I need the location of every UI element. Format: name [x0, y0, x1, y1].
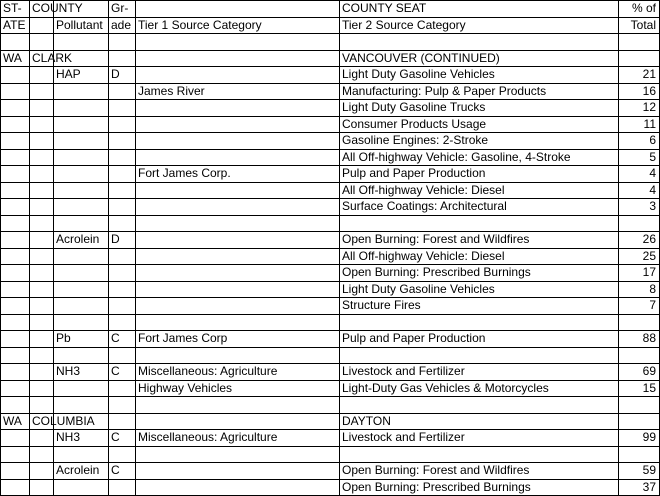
- percent-cell: 8: [619, 281, 660, 298]
- state-cell: [1, 67, 30, 84]
- percent-cell: [619, 215, 660, 232]
- pollutant-cell: [54, 265, 109, 282]
- grade-cell: [109, 248, 136, 265]
- tier2-cell: Open Burning: Forest and Wildfires: [340, 463, 619, 480]
- table-row: [1, 215, 660, 232]
- pollutant-cell: [54, 199, 109, 216]
- grade-cell: [109, 380, 136, 397]
- county-cell: [30, 298, 54, 315]
- tier2-cell: Pulp and Paper Production: [340, 331, 619, 348]
- percent-cell: [619, 314, 660, 331]
- state-cell: [1, 430, 30, 447]
- county-cell: [30, 463, 54, 480]
- grade-cell: [109, 479, 136, 496]
- state-cell: [1, 364, 30, 381]
- percent-cell: 26: [619, 232, 660, 249]
- tier1-cell: [136, 314, 340, 331]
- percent-cell: [619, 50, 660, 67]
- header-row: [1, 1, 660, 18]
- state-cell: [1, 397, 30, 414]
- state-cell: WA: [1, 50, 30, 67]
- tier1-cell: [136, 1, 340, 18]
- tier2-cell: [340, 347, 619, 364]
- county-cell: [30, 430, 54, 447]
- tier1-cell: [136, 347, 340, 364]
- grade-cell: [109, 100, 136, 117]
- table-row: [1, 248, 660, 265]
- state-cell: [1, 446, 30, 463]
- grade-cell: [109, 133, 136, 150]
- percent-cell: 17: [619, 265, 660, 282]
- grade-cell: [109, 215, 136, 232]
- table-row: [1, 34, 660, 51]
- tier2-cell: Livestock and Fertilizer: [340, 430, 619, 447]
- grade-cell: [109, 166, 136, 183]
- tier1-cell: [136, 215, 340, 232]
- tier1-cell: [136, 248, 340, 265]
- county-cell: [30, 116, 54, 133]
- county-cell: [30, 232, 54, 249]
- pollutant-cell: [54, 166, 109, 183]
- tier2-cell: [340, 397, 619, 414]
- tier1-cell: [136, 463, 340, 480]
- tier2-cell: Structure Fires: [340, 298, 619, 315]
- table-row: [1, 232, 660, 249]
- tier1-cell: [136, 479, 340, 496]
- county-cell: [30, 347, 54, 364]
- state-cell: [1, 116, 30, 133]
- table-row: [1, 364, 660, 381]
- percent-cell: [619, 34, 660, 51]
- percent-cell: 3: [619, 199, 660, 216]
- table-row: [1, 83, 660, 100]
- tier2-cell: Surface Coatings: Architectural: [340, 199, 619, 216]
- state-cell: [1, 380, 30, 397]
- state-cell: [1, 166, 30, 183]
- pollutant-cell: [54, 133, 109, 150]
- county-cell: [30, 182, 54, 199]
- pollutant-cell: Acrolein: [54, 232, 109, 249]
- tier2-cell: [340, 215, 619, 232]
- state-cell: [1, 133, 30, 150]
- tier2-cell: Light Duty Gasoline Trucks: [340, 100, 619, 117]
- tier1-cell: Highway Vehicles: [136, 380, 340, 397]
- tier1-cell: [136, 298, 340, 315]
- tier2-cell: Light Duty Gasoline Vehicles: [340, 281, 619, 298]
- table-row: [1, 430, 660, 447]
- grade-cell: [109, 397, 136, 414]
- table-row: [1, 281, 660, 298]
- percent-cell: 4: [619, 182, 660, 199]
- percent-cell: 37: [619, 479, 660, 496]
- tier1-cell: [136, 413, 340, 430]
- table-row: [1, 166, 660, 183]
- percent-cell: 15: [619, 380, 660, 397]
- grade-cell: [109, 83, 136, 100]
- state-cell: [1, 215, 30, 232]
- grade-cell: [109, 50, 136, 67]
- state-cell: [1, 199, 30, 216]
- pollutant-cell: [54, 83, 109, 100]
- county-cell: [30, 446, 54, 463]
- county-cell: [30, 479, 54, 496]
- grade-cell: C: [109, 364, 136, 381]
- county-cell: [30, 215, 54, 232]
- state-cell: [1, 232, 30, 249]
- state-cell: [1, 463, 30, 480]
- tier1-cell: Miscellaneous: Agriculture: [136, 430, 340, 447]
- state-cell: [1, 314, 30, 331]
- header-row: [1, 17, 660, 34]
- pollutant-cell: [54, 446, 109, 463]
- pollutant-cell: [54, 149, 109, 166]
- percent-cell: 25: [619, 248, 660, 265]
- percent-cell: [619, 446, 660, 463]
- table-row: [1, 479, 660, 496]
- percent-cell: 21: [619, 67, 660, 84]
- table-row: [1, 182, 660, 199]
- grade-cell: [109, 116, 136, 133]
- state-cell: [1, 479, 30, 496]
- percent-cell: 99: [619, 430, 660, 447]
- percent-cell: 5: [619, 149, 660, 166]
- grade-cell: [109, 182, 136, 199]
- tier2-cell: Pulp and Paper Production: [340, 166, 619, 183]
- county-cell: COLUMBIA: [30, 413, 54, 430]
- pollutant-cell: [54, 34, 109, 51]
- tier2-cell: COUNTY SEAT: [340, 1, 619, 18]
- state-cell: [1, 248, 30, 265]
- pollutant-cell: [54, 215, 109, 232]
- tier1-cell: James River: [136, 83, 340, 100]
- table-row: [1, 463, 660, 480]
- pollutant-cell: [54, 100, 109, 117]
- state-cell: WA: [1, 413, 30, 430]
- tier1-cell: [136, 116, 340, 133]
- tier1-cell: [136, 50, 340, 67]
- tier2-cell: All Off-highway Vehicle: Diesel: [340, 182, 619, 199]
- pollutant-cell: NH3: [54, 430, 109, 447]
- state-cell: [1, 149, 30, 166]
- grade-cell: D: [109, 232, 136, 249]
- tier2-cell: DAYTON: [340, 413, 619, 430]
- table-row: [1, 67, 660, 84]
- tier1-cell: [136, 67, 340, 84]
- tier2-cell: Livestock and Fertilizer: [340, 364, 619, 381]
- table-row: [1, 314, 660, 331]
- tier2-cell: All Off-highway Vehicle: Gasoline, 4-Stroke: [340, 149, 619, 166]
- table-row: [1, 116, 660, 133]
- table-row: [1, 397, 660, 414]
- grade-cell: Gr-: [109, 1, 136, 18]
- county-cell: CLARK: [30, 50, 54, 67]
- table-row: [1, 347, 660, 364]
- state-cell: [1, 281, 30, 298]
- pollutant-cell: [54, 397, 109, 414]
- pollutant-cell: HAP: [54, 67, 109, 84]
- pollutant-cell: Pollutant: [54, 17, 109, 34]
- grade-cell: [109, 347, 136, 364]
- state-cell: [1, 347, 30, 364]
- county-cell: [30, 133, 54, 150]
- state-cell: [1, 100, 30, 117]
- county-cell: [30, 331, 54, 348]
- state-cell: [1, 83, 30, 100]
- grade-cell: [109, 265, 136, 282]
- percent-cell: [619, 397, 660, 414]
- table-row: [1, 199, 660, 216]
- percent-cell: 88: [619, 331, 660, 348]
- county-cell: [30, 199, 54, 216]
- tier2-cell: Open Burning: Prescribed Burnings: [340, 479, 619, 496]
- pollutant-cell: [54, 248, 109, 265]
- county-cell: [30, 67, 54, 84]
- tier2-cell: Gasoline Engines: 2-Stroke: [340, 133, 619, 150]
- state-cell: [1, 331, 30, 348]
- grade-cell: ade: [109, 17, 136, 34]
- county-cell: [30, 380, 54, 397]
- state-cell: ST-: [1, 1, 30, 18]
- county-cell: [30, 265, 54, 282]
- tier1-cell: [136, 133, 340, 150]
- tier2-cell: Open Burning: Prescribed Burnings: [340, 265, 619, 282]
- percent-cell: [619, 347, 660, 364]
- tier1-cell: Tier 1 Source Category: [136, 17, 340, 34]
- percent-cell: 11: [619, 116, 660, 133]
- percent-cell: 7: [619, 298, 660, 315]
- percent-cell: 59: [619, 463, 660, 480]
- percent-cell: Total: [619, 17, 660, 34]
- percent-cell: 4: [619, 166, 660, 183]
- table-row: [1, 149, 660, 166]
- table-row: [1, 298, 660, 315]
- tier1-cell: [136, 281, 340, 298]
- county-cell: [30, 314, 54, 331]
- percent-cell: 6: [619, 133, 660, 150]
- grade-cell: [109, 281, 136, 298]
- tier2-cell: [340, 446, 619, 463]
- tier2-cell: Light Duty Gasoline Vehicles: [340, 67, 619, 84]
- percent-cell: 12: [619, 100, 660, 117]
- tier1-cell: [136, 446, 340, 463]
- county-cell: [30, 83, 54, 100]
- tier2-cell: All Off-highway Vehicle: Diesel: [340, 248, 619, 265]
- county-cell: [30, 397, 54, 414]
- pollutant-cell: [54, 281, 109, 298]
- pollutant-cell: NH3: [54, 364, 109, 381]
- table-row: [1, 380, 660, 397]
- county-cell: COUNTY: [30, 1, 54, 18]
- grade-cell: [109, 413, 136, 430]
- tier2-cell: Tier 2 Source Category: [340, 17, 619, 34]
- table-row: [1, 50, 660, 67]
- county-cell: [30, 17, 54, 34]
- tier2-cell: Manufacturing: Pulp & Paper Products: [340, 83, 619, 100]
- tier1-cell: [136, 265, 340, 282]
- state-cell: [1, 182, 30, 199]
- table-row: [1, 446, 660, 463]
- pollutant-cell: Acrolein: [54, 463, 109, 480]
- grade-cell: [109, 298, 136, 315]
- county-cell: [30, 248, 54, 265]
- pollutant-cell: [54, 347, 109, 364]
- tier1-cell: [136, 149, 340, 166]
- tier2-cell: [340, 34, 619, 51]
- tier2-cell: Open Burning: Forest and Wildfires: [340, 232, 619, 249]
- pollutant-cell: [54, 314, 109, 331]
- tier1-cell: [136, 34, 340, 51]
- grade-cell: D: [109, 67, 136, 84]
- percent-cell: [619, 413, 660, 430]
- tier1-cell: [136, 182, 340, 199]
- pollutant-cell: [54, 298, 109, 315]
- county-cell: [30, 100, 54, 117]
- grade-cell: [109, 34, 136, 51]
- tier1-cell: [136, 232, 340, 249]
- grade-cell: [109, 199, 136, 216]
- pollutant-cell: [54, 479, 109, 496]
- county-cell: [30, 34, 54, 51]
- tier1-cell: Fort James Corp.: [136, 166, 340, 183]
- state-cell: [1, 34, 30, 51]
- table-row: [1, 265, 660, 282]
- percent-cell: 69: [619, 364, 660, 381]
- tier2-cell: Consumer Products Usage: [340, 116, 619, 133]
- table-row: [1, 331, 660, 348]
- grade-cell: [109, 149, 136, 166]
- tier2-cell: Light-Duty Gas Vehicles & Motorcycles: [340, 380, 619, 397]
- tier1-cell: [136, 199, 340, 216]
- table-row: [1, 133, 660, 150]
- state-cell: [1, 298, 30, 315]
- tier1-cell: [136, 397, 340, 414]
- county-cell: [30, 149, 54, 166]
- grade-cell: C: [109, 331, 136, 348]
- pollutant-cell: [54, 182, 109, 199]
- tier1-cell: Fort James Corp: [136, 331, 340, 348]
- grade-cell: C: [109, 430, 136, 447]
- tier1-cell: [136, 100, 340, 117]
- tier2-cell: [340, 314, 619, 331]
- pollutant-cell: [54, 116, 109, 133]
- pollutant-cell: Pb: [54, 331, 109, 348]
- state-cell: ATE: [1, 17, 30, 34]
- percent-cell: % of: [619, 1, 660, 18]
- grade-cell: [109, 446, 136, 463]
- tier2-cell: VANCOUVER (CONTINUED): [340, 50, 619, 67]
- table-row: [1, 100, 660, 117]
- grade-cell: [109, 314, 136, 331]
- pollutant-cell: [54, 380, 109, 397]
- state-cell: [1, 265, 30, 282]
- percent-cell: 16: [619, 83, 660, 100]
- table-body: [1, 1, 660, 496]
- county-cell: [30, 166, 54, 183]
- county-cell: [30, 281, 54, 298]
- tier1-cell: Miscellaneous: Agriculture: [136, 364, 340, 381]
- table-row: [1, 413, 660, 430]
- grade-cell: C: [109, 463, 136, 480]
- county-cell: [30, 364, 54, 381]
